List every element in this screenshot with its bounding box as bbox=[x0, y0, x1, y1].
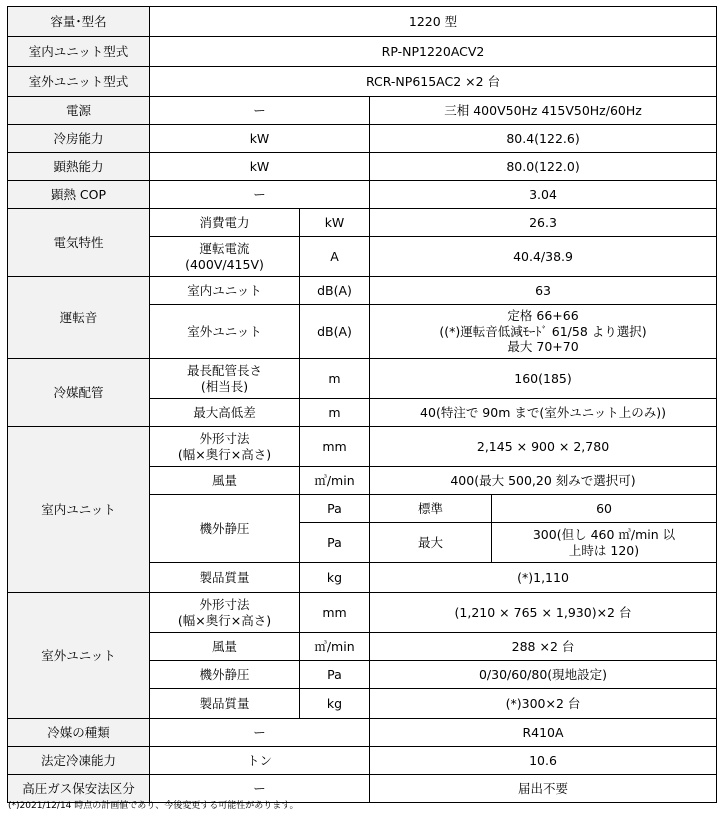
refrigerant-label: 冷媒の種類 bbox=[8, 719, 150, 747]
outdoor-dim-value: (1,210 × 765 × 1,930)×2 台 bbox=[370, 593, 717, 633]
gas-law-value: 届出不要 bbox=[370, 775, 717, 803]
freezing-value: 10.6 bbox=[370, 747, 717, 775]
table-row bbox=[8, 67, 717, 97]
indoor-dim-unit: mm bbox=[300, 427, 370, 467]
spec-table bbox=[7, 6, 717, 803]
indoor-esp-max-value bbox=[492, 523, 717, 563]
indoor-air-value: 400(最大 500,20 刻みで選択可) bbox=[370, 467, 717, 495]
outdoor-dim-label bbox=[150, 593, 300, 633]
power-label: 電源 bbox=[8, 97, 150, 125]
outdoor-mass-unit: kg bbox=[300, 689, 370, 719]
sensible-unit: kW bbox=[150, 153, 370, 181]
outdoor-dim-label-line1: 外形寸法 bbox=[199, 596, 250, 612]
indoor-dim-value: 2,145 × 900 × 2,780 bbox=[370, 427, 717, 467]
noise-outdoor-value-line3: 最大 70+70 bbox=[507, 339, 579, 355]
piping-length-unit: m bbox=[300, 359, 370, 399]
indoor-esp-max-unit: Pa bbox=[300, 523, 370, 563]
cooling-value: 80.4(122.6) bbox=[370, 125, 717, 153]
consumption-label: 消費電力 bbox=[150, 209, 300, 237]
indoor-air-label: 風量 bbox=[150, 467, 300, 495]
cop-label: 顕熱 COP bbox=[8, 181, 150, 209]
model-label: 容量･型名 bbox=[8, 7, 150, 37]
indoor-unit-label: 室内ユニット bbox=[8, 427, 150, 593]
indoor-dim-label-line2: (幅×奥行×高さ) bbox=[177, 446, 272, 462]
outdoor-air-unit: ㎥/min bbox=[300, 633, 370, 661]
table-row bbox=[8, 277, 717, 305]
table-row bbox=[8, 97, 717, 125]
current-label-line2: (400V/415V) bbox=[185, 256, 264, 272]
current-label-line1: 運転電流 bbox=[199, 240, 250, 256]
table-row bbox=[8, 747, 717, 775]
noise-outdoor-label: 室外ユニット bbox=[150, 305, 300, 359]
table-row bbox=[8, 125, 717, 153]
piping-length-label bbox=[150, 359, 300, 399]
indoor-esp-std-label: 標準 bbox=[370, 495, 492, 523]
indoor-esp-max-value-line2: 上時は 120) bbox=[568, 542, 640, 558]
indoor-mass-label: 製品質量 bbox=[150, 563, 300, 593]
piping-length-label-line2: (相当長) bbox=[200, 378, 249, 394]
cop-unit: ー bbox=[150, 181, 370, 209]
piping-height-unit: m bbox=[300, 399, 370, 427]
table-row bbox=[8, 359, 717, 399]
power-unit: ー bbox=[150, 97, 370, 125]
noise-label: 運転音 bbox=[8, 277, 150, 359]
indoor-esp-max-value-line1: 300(但し 460 ㎥/min 以 bbox=[532, 526, 676, 542]
freezing-label: 法定冷凍能力 bbox=[8, 747, 150, 775]
outdoor-esp-label: 機外静圧 bbox=[150, 661, 300, 689]
piping-label: 冷媒配管 bbox=[8, 359, 150, 427]
table-row bbox=[8, 153, 717, 181]
sensible-label: 顕熱能力 bbox=[8, 153, 150, 181]
current-value: 40.4/38.9 bbox=[370, 237, 717, 277]
noise-outdoor-unit: dB(A) bbox=[300, 305, 370, 359]
indoor-esp-label: 機外静圧 bbox=[150, 495, 300, 563]
gas-law-label: 高圧ガス保安法区分 bbox=[8, 775, 150, 803]
outdoor-air-label: 風量 bbox=[150, 633, 300, 661]
current-label bbox=[150, 237, 300, 277]
cooling-label: 冷房能力 bbox=[8, 125, 150, 153]
gas-law-unit: ー bbox=[150, 775, 370, 803]
indoor-model-value: RP-NP1220ACV2 bbox=[150, 37, 717, 67]
consumption-unit: kW bbox=[300, 209, 370, 237]
table-row bbox=[8, 719, 717, 747]
outdoor-dim-label-line2: (幅×奥行×高さ) bbox=[177, 612, 272, 628]
indoor-esp-std-value: 60 bbox=[492, 495, 717, 523]
footnote: (*)2021/12/14 時点の計画値であり、今後変更する可能性があります。 bbox=[8, 801, 299, 811]
table-row bbox=[8, 181, 717, 209]
sensible-value: 80.0(122.0) bbox=[370, 153, 717, 181]
indoor-dim-label-line1: 外形寸法 bbox=[199, 430, 250, 446]
outdoor-air-value: 288 ×2 台 bbox=[370, 633, 717, 661]
piping-height-label: 最大高低差 bbox=[150, 399, 300, 427]
indoor-mass-unit: kg bbox=[300, 563, 370, 593]
power-value: 三相 400V50Hz 415V50Hz/60Hz bbox=[370, 97, 717, 125]
noise-indoor-label: 室内ユニット bbox=[150, 277, 300, 305]
outdoor-model-value: RCR-NP615AC2 ×2 台 bbox=[150, 67, 717, 97]
table-row bbox=[8, 593, 717, 633]
piping-length-label-line1: 最長配管長さ bbox=[186, 362, 262, 378]
refrigerant-value: R410A bbox=[370, 719, 717, 747]
cop-value: 3.04 bbox=[370, 181, 717, 209]
table-row bbox=[8, 209, 717, 237]
noise-indoor-value: 63 bbox=[370, 277, 717, 305]
noise-indoor-unit: dB(A) bbox=[300, 277, 370, 305]
indoor-dim-label bbox=[150, 427, 300, 467]
current-unit: A bbox=[300, 237, 370, 277]
cooling-unit: kW bbox=[150, 125, 370, 153]
indoor-model-label: 室内ユニット型式 bbox=[8, 37, 150, 67]
noise-outdoor-value-line1: 定格 66+66 bbox=[507, 308, 579, 324]
outdoor-mass-value: (*)300×2 台 bbox=[370, 689, 717, 719]
table-row bbox=[8, 427, 717, 467]
piping-height-value: 40(特注で 90m まで(室外ユニット上のみ)) bbox=[370, 399, 717, 427]
outdoor-esp-unit: Pa bbox=[300, 661, 370, 689]
outdoor-unit-label: 室外ユニット bbox=[8, 593, 150, 719]
indoor-esp-std-unit: Pa bbox=[300, 495, 370, 523]
freezing-unit: トン bbox=[150, 747, 370, 775]
table-row bbox=[8, 37, 717, 67]
electrical-label: 電気特性 bbox=[8, 209, 150, 277]
outdoor-mass-label: 製品質量 bbox=[150, 689, 300, 719]
model-value: 1220 型 bbox=[150, 7, 717, 37]
piping-length-value: 160(185) bbox=[370, 359, 717, 399]
table-row bbox=[8, 7, 717, 37]
consumption-value: 26.3 bbox=[370, 209, 717, 237]
indoor-air-unit: ㎥/min bbox=[300, 467, 370, 495]
refrigerant-unit: ー bbox=[150, 719, 370, 747]
outdoor-esp-value: 0/30/60/80(現地設定) bbox=[370, 661, 717, 689]
outdoor-dim-unit: mm bbox=[300, 593, 370, 633]
indoor-esp-max-label: 最大 bbox=[370, 523, 492, 563]
indoor-mass-value: (*)1,110 bbox=[370, 563, 717, 593]
outdoor-model-label: 室外ユニット型式 bbox=[8, 67, 150, 97]
noise-outdoor-value-line2: ((*)運転音低減ﾓｰﾄﾞ 61/58 より選択) bbox=[439, 323, 647, 339]
noise-outdoor-value bbox=[370, 305, 717, 359]
